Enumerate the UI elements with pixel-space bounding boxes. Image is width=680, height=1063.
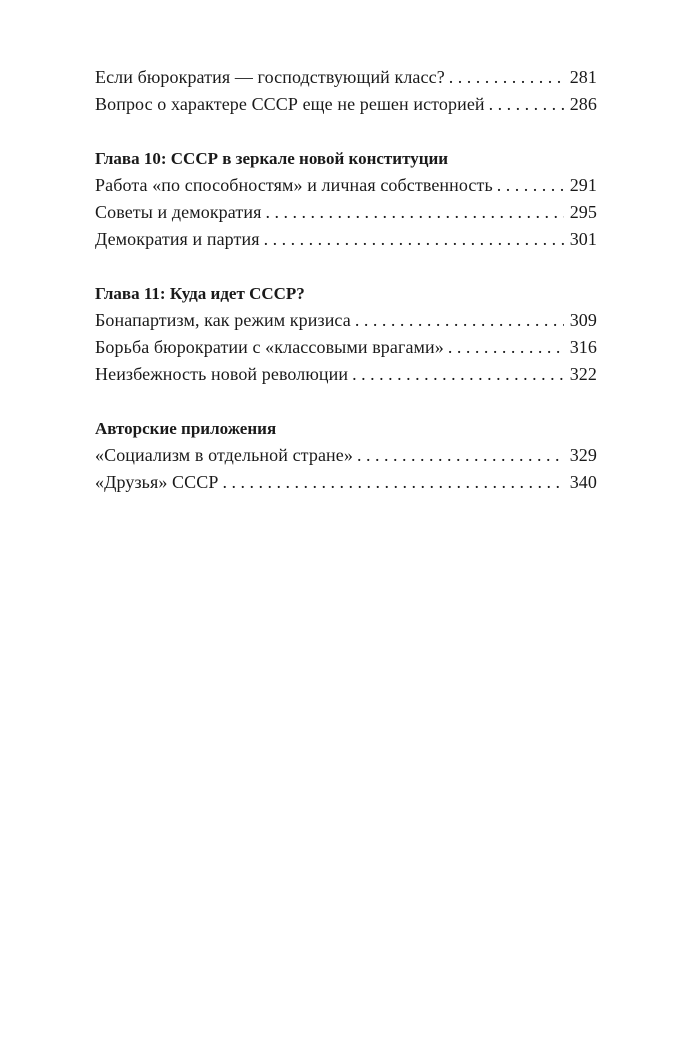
toc-entry-title: Советы и демократия — [95, 202, 262, 222]
toc-entry-title: Демократия и партия — [95, 229, 260, 249]
dot-leader — [352, 361, 564, 388]
toc-page-number: 316 — [569, 337, 597, 357]
dot-leader — [449, 64, 564, 91]
toc-entry[interactable] — [95, 307, 597, 334]
toc-page-number: 286 — [569, 94, 597, 114]
dot-leader — [357, 442, 564, 469]
toc-entry[interactable] — [95, 91, 597, 118]
dot-leader — [489, 91, 564, 118]
toc-page-number: 281 — [569, 67, 597, 87]
toc-entry-title: Бонапартизм, как режим кризиса — [95, 310, 351, 330]
table-of-contents — [95, 64, 597, 496]
toc-entry[interactable] — [95, 226, 597, 253]
toc-entry[interactable] — [95, 172, 597, 199]
toc-entry[interactable] — [95, 334, 597, 361]
toc-entry-title: Если бюрократия — господствующий класс? — [95, 67, 445, 87]
toc-page-number: 295 — [569, 202, 597, 222]
toc-entry[interactable] — [95, 361, 597, 388]
toc-entry[interactable] — [95, 199, 597, 226]
chapter-heading-11: Глава 11: Куда идет СССР? — [95, 284, 305, 303]
toc-page-number: 291 — [569, 175, 597, 195]
toc-entry-title: Вопрос о характере СССР еще не решен историей — [95, 94, 485, 114]
toc-entry-title: «Друзья» СССР — [95, 472, 219, 492]
toc-entry-title: Работа «по способностям» и личная собственность — [95, 175, 493, 195]
chapter-heading-10: Глава 10: СССР в зеркале новой конституции — [95, 149, 449, 168]
toc-entry-title: Борьба бюрократии с «классовыми врагами» — [95, 337, 444, 357]
toc-page-number: 309 — [569, 310, 597, 330]
dot-leader — [448, 334, 564, 361]
toc-page-number: 340 — [569, 472, 597, 492]
toc-entry[interactable] — [95, 64, 597, 91]
toc-entry[interactable] — [95, 442, 597, 469]
dot-leader — [265, 199, 563, 226]
toc-entry[interactable] — [95, 469, 597, 496]
toc-page-number: 301 — [569, 229, 597, 249]
dot-leader — [355, 307, 564, 334]
toc-entry-title: Неизбежность новой революции — [95, 364, 349, 384]
dot-leader — [264, 226, 564, 253]
appendices-heading: Авторские приложения — [95, 419, 277, 438]
toc-page-number: 329 — [569, 445, 597, 465]
dot-leader — [497, 172, 564, 199]
toc-entry-title: «Социализм в отдельной стране» — [95, 445, 353, 465]
toc-page-number: 322 — [569, 364, 597, 384]
dot-leader — [222, 469, 563, 496]
